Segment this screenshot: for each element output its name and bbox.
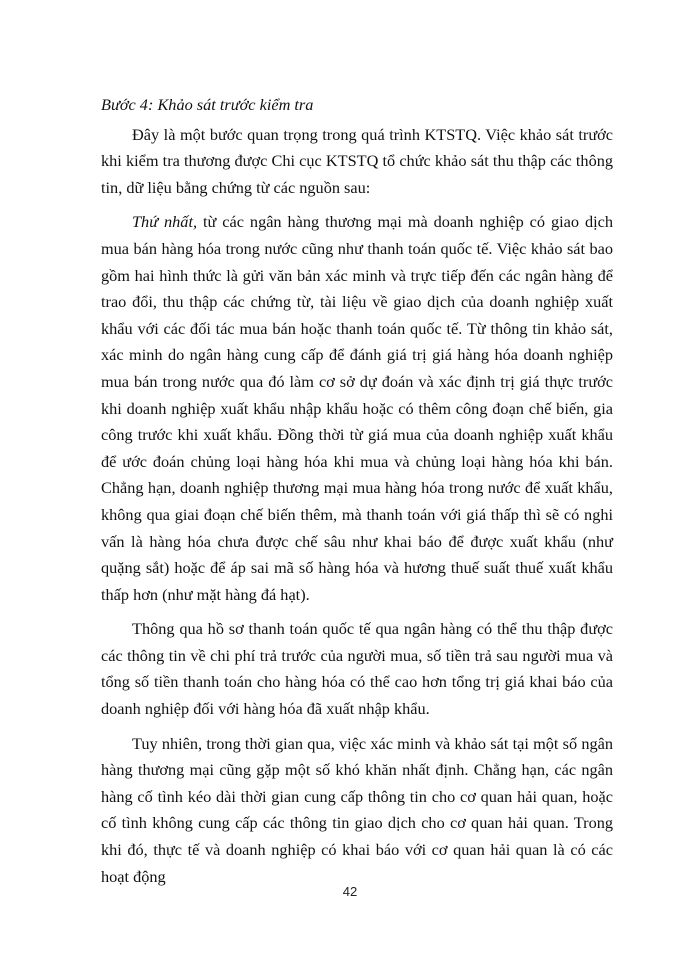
paragraph-3 bbox=[101, 616, 613, 722]
paragraph-3-text: Thông qua hồ sơ thanh toán quốc tế qua ngân hàng có thể thu thập được các thông tin về chi phí trả trước của người mua, số tiền trả sau người mua và tổng số tiền thanh toán cho hàng hóa có thể cao hơn tổng trị giá khai báo của doanh nghiệp đối với hàng hóa đã xuất nhập khẩu. bbox=[101, 619, 613, 719]
section-heading: Bước 4: Khảo sát trước kiểm tra bbox=[101, 95, 314, 114]
paragraph-1 bbox=[101, 122, 613, 202]
paragraph-4 bbox=[101, 731, 613, 891]
paragraph-2-text: từ các ngân hàng thương mại mà doanh nghiệp có giao dịch mua bán hàng hóa trong nước cũng như thanh toán quốc tế. Việc khảo sát bao gồm hai hình thức là gửi văn bản xác minh và trực tiếp đến các ngân hàng để trao đổi, thu thập các chứng từ, tài liệu về giao dịch của doanh nghiệp xuất khẩu với các đối tác mua bán hoặc thanh toán quốc tế. Từ thông tin khảo sát, xác minh do ngân hàng cung cấp để đánh giá trị giá hàng hóa doanh nghiệp mua bán trong nước qua đó làm cơ sở dự đoán và xác định trị giá thực trước khi doanh nghiệp xuất khẩu nhập khẩu hoặc có thêm công đoạn chế biến, gia công trước khi xuất khẩu. Đồng thời từ giá mua của doanh nghiệp xuất khẩu để ước đoán chủng loại hàng hóa khi mua và chủng loại hàng hóa khi bán. Chẳng hạn, doanh nghiệp thương mại mua hàng hóa trong nước để xuất khẩu, không qua giai đoạn chế biến thêm, mà thanh toán với giá thấp thì sẽ có nghi vấn là hàng hóa chưa được chế sâu như khai báo để được xuất khẩu (như quặng sắt) hoặc để áp sai mã số hàng hóa và hương thuế suất thuế xuất khẩu thấp hơn (như mặt hàng đá hạt). bbox=[101, 212, 613, 604]
page-number: 42 bbox=[342, 884, 358, 899]
paragraph-1-text: Đây là một bước quan trọng trong quá trình KTSTQ. Việc khảo sát trước khi kiểm tra thương được Chi cục KTSTQ tổ chức khảo sát thu thập các thông tin, dữ liệu bằng chứng từ các nguồn sau: bbox=[101, 124, 613, 197]
paragraph-2 bbox=[101, 209, 613, 608]
paragraph-4-text: Tuy nhiên, trong thời gian qua, việc xác minh và khảo sát tại một số ngân hàng thương mại cũng gặp một số khó khăn nhất định. Chẳng hạn, các ngân hàng cố tình kéo dài thời gian cung cấp thông tin cho cơ quan hải quan, hoặc cố tình không cung cấp các thông tin giao dịch cho cơ quan hải quan. Trong khi đó, thực tế và doanh nghiệp có khai báo với cơ quan hải quan là có các hoạt động bbox=[101, 733, 613, 886]
paragraph-2-lead: Thứ nhất, bbox=[132, 212, 198, 232]
body-text bbox=[101, 92, 613, 890]
